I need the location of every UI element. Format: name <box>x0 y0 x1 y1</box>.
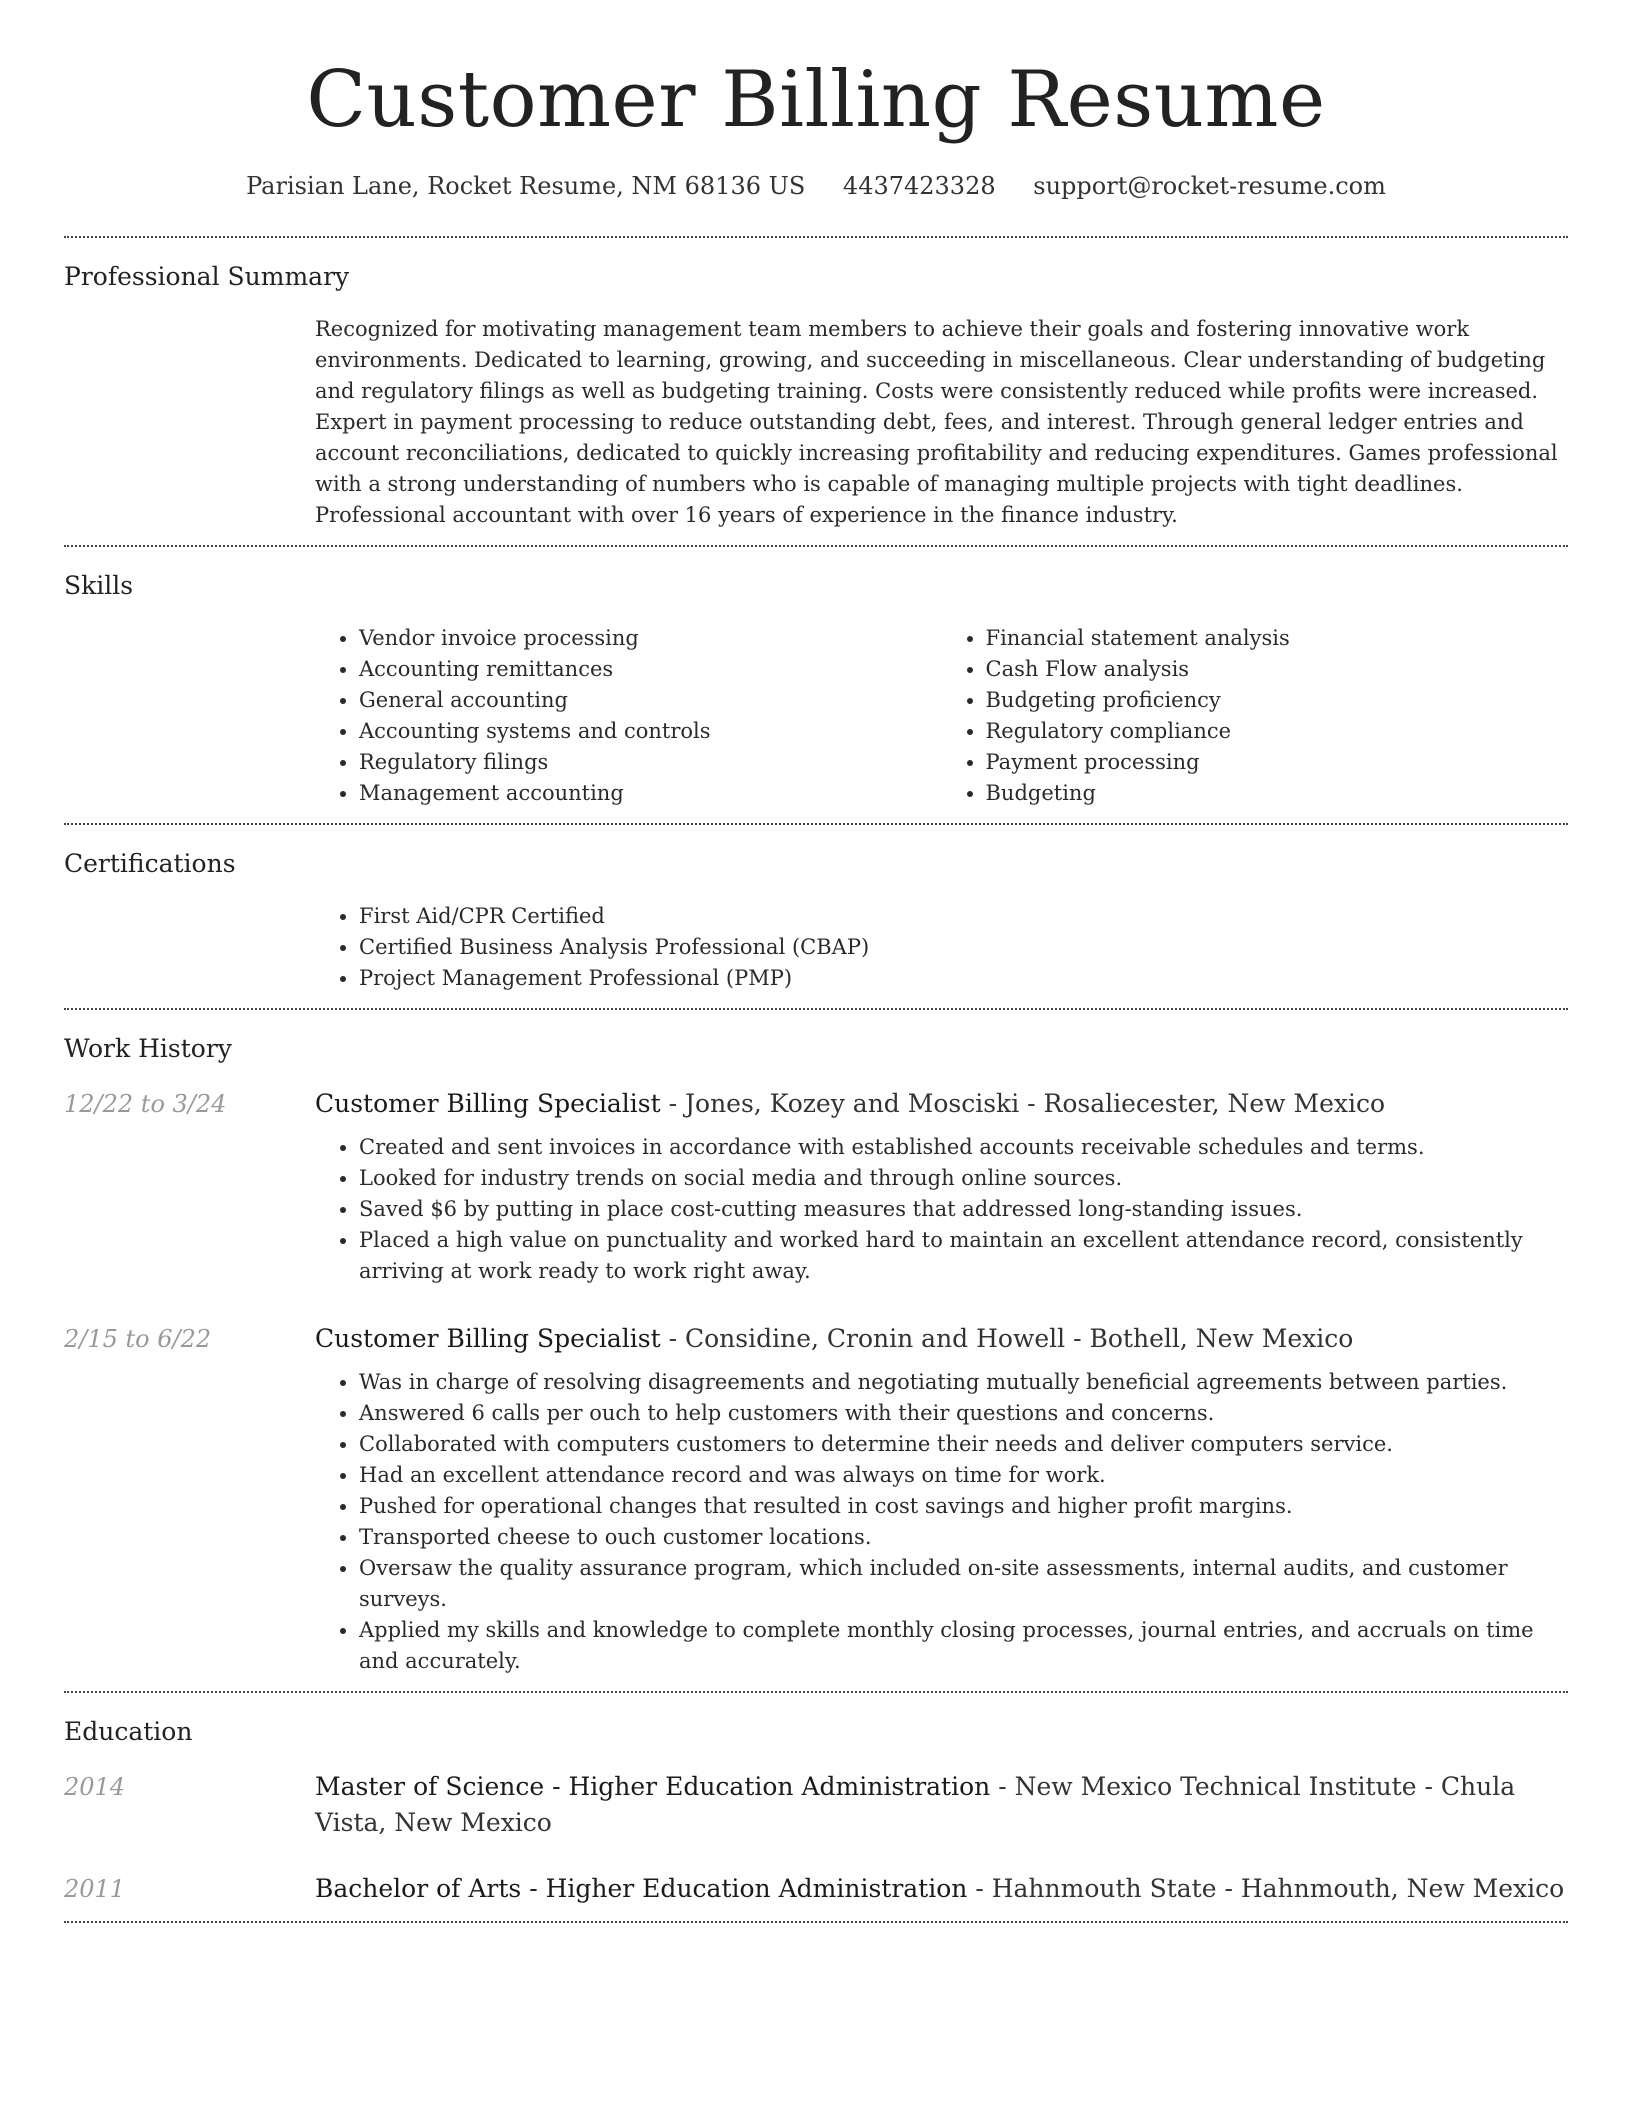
contact-address: Parisian Lane, Rocket Resume, NM 68136 US <box>246 172 806 200</box>
resume-header <box>64 0 1568 202</box>
skill-item: • General accounting <box>359 685 942 716</box>
summary-section <box>64 238 1568 545</box>
job-employer: - Considine, Cronin and Howell - Bothell, New Mexico <box>660 1324 1354 1353</box>
contact-line <box>64 170 1568 202</box>
list-item: • Answered 6 calls per ouch to help customers with their questions and concerns. <box>359 1398 1568 1429</box>
job-bullets <box>315 1132 1568 1287</box>
contact-phone: 4437423328 <box>842 172 996 200</box>
list-item: • Placed a high value on punctuality and worked hard to maintain an excellent attendance record, consistently arriving at work ready to work right away. <box>359 1225 1568 1287</box>
certifications-list <box>315 901 1568 994</box>
list-item: • Pushed for operational changes that resulted in cost savings and higher profit margins. <box>359 1491 1568 1522</box>
skill-item: • Vendor invoice processing <box>359 623 942 654</box>
section-title-work: Work History <box>64 1034 232 1063</box>
skills-section <box>64 547 1568 823</box>
section-title-education: Education <box>64 1717 193 1746</box>
list-item: • Applied my skills and knowledge to complete monthly closing processes, journal entries, and accruals on time and accurately. <box>359 1615 1568 1677</box>
skills-list-right <box>942 623 1569 809</box>
education-year: 2011 <box>64 1875 126 1903</box>
skill-item: • Cash Flow analysis <box>986 654 1569 685</box>
skill-item: • Regulatory filings <box>359 747 942 778</box>
list-item: • Had an excellent attendance record and was always on time for work. <box>359 1460 1568 1491</box>
education-entry <box>64 1769 1568 1841</box>
skill-item: • Accounting remittances <box>359 654 942 685</box>
education-entry <box>64 1871 1568 1907</box>
contact-email: support@rocket-resume.com <box>1033 172 1386 200</box>
education-title <box>315 1871 1568 1907</box>
job-employer: - Jones, Kozey and Mosciski - Rosaliecester, New Mexico <box>660 1089 1386 1118</box>
section-title-summary: Professional Summary <box>64 262 350 291</box>
education-school: - Hahnmouth State - Hahnmouth, New Mexico <box>967 1874 1565 1903</box>
education-school: - New Mexico Technical Institute - Chula Vista, New Mexico <box>315 1772 1516 1837</box>
page-title: Customer Billing Resume <box>306 55 1326 145</box>
list-item: • Saved $6 by putting in place cost-cutting measures that addressed long-standing issues. <box>359 1194 1568 1225</box>
education-section <box>64 1693 1568 1921</box>
list-item: • Was in charge of resolving disagreements and negotiating mutually beneficial agreements between parties. <box>359 1367 1568 1398</box>
list-item: • Collaborated with computers customers to determine their needs and deliver computers service. <box>359 1429 1568 1460</box>
certification-item: • First Aid/CPR Certified <box>359 901 1568 932</box>
job-title <box>315 1086 1568 1122</box>
education-year: 2014 <box>64 1773 126 1801</box>
certification-item: • Project Management Professional (PMP) <box>359 963 1568 994</box>
job-title <box>315 1321 1568 1357</box>
job-role: Customer Billing Specialist <box>315 1089 661 1118</box>
skill-item: • Accounting systems and controls <box>359 716 942 747</box>
list-item: • Created and sent invoices in accordance with established accounts receivable schedules and terms. <box>359 1132 1568 1163</box>
summary-text: Recognized for motivating management team members to achieve their goals and fostering innovative work environments. Dedicated to learning, growing, and succeeding in miscellaneous. Clear understanding of budgeting and regulatory filings as well as budgeting training. Costs were consistently reduced while profits were increased. Expert in payment processing to reduce outstanding debt, fees, and interest. Through general ledger entries and account reconciliations, dedicated to quickly increasing profitability and reducing expenditures. Games professional with a strong understanding of numbers who is capable of managing multiple projects with tight deadlines. Professional accountant with over 16 years of experience in the finance industry. <box>315 317 1558 527</box>
work-history-section <box>64 1010 1568 1691</box>
skill-item: • Payment processing <box>986 747 1569 778</box>
divider <box>64 1921 1568 1923</box>
section-title-skills: Skills <box>64 571 134 600</box>
education-title <box>315 1769 1568 1841</box>
skill-item: • Regulatory compliance <box>986 716 1569 747</box>
education-degree: Bachelor of Arts - Higher Education Administration <box>315 1874 968 1903</box>
list-item: • Transported cheese to ouch customer locations. <box>359 1522 1568 1553</box>
education-degree: Master of Science - Higher Education Administration <box>315 1772 991 1801</box>
job-entry <box>64 1086 1568 1287</box>
skill-item: • Budgeting proficiency <box>986 685 1569 716</box>
section-title-certifications: Certifications <box>64 849 236 878</box>
skill-item: • Management accounting <box>359 778 942 809</box>
job-entry <box>64 1321 1568 1677</box>
skills-list-left <box>315 623 942 809</box>
certification-item: • Certified Business Analysis Professional (CBAP) <box>359 932 1568 963</box>
certifications-section <box>64 825 1568 1008</box>
job-bullets <box>315 1367 1568 1677</box>
skill-item: • Financial statement analysis <box>986 623 1569 654</box>
list-item: • Looked for industry trends on social media and through online sources. <box>359 1163 1568 1194</box>
job-role: Customer Billing Specialist <box>315 1324 661 1353</box>
list-item: • Oversaw the quality assurance program, which included on-site assessments, internal audits, and customer surveys. <box>359 1553 1568 1615</box>
skill-item: • Budgeting <box>986 778 1569 809</box>
job-dates: 2/15 to 6/22 <box>64 1325 212 1353</box>
job-dates: 12/22 to 3/24 <box>64 1090 227 1118</box>
